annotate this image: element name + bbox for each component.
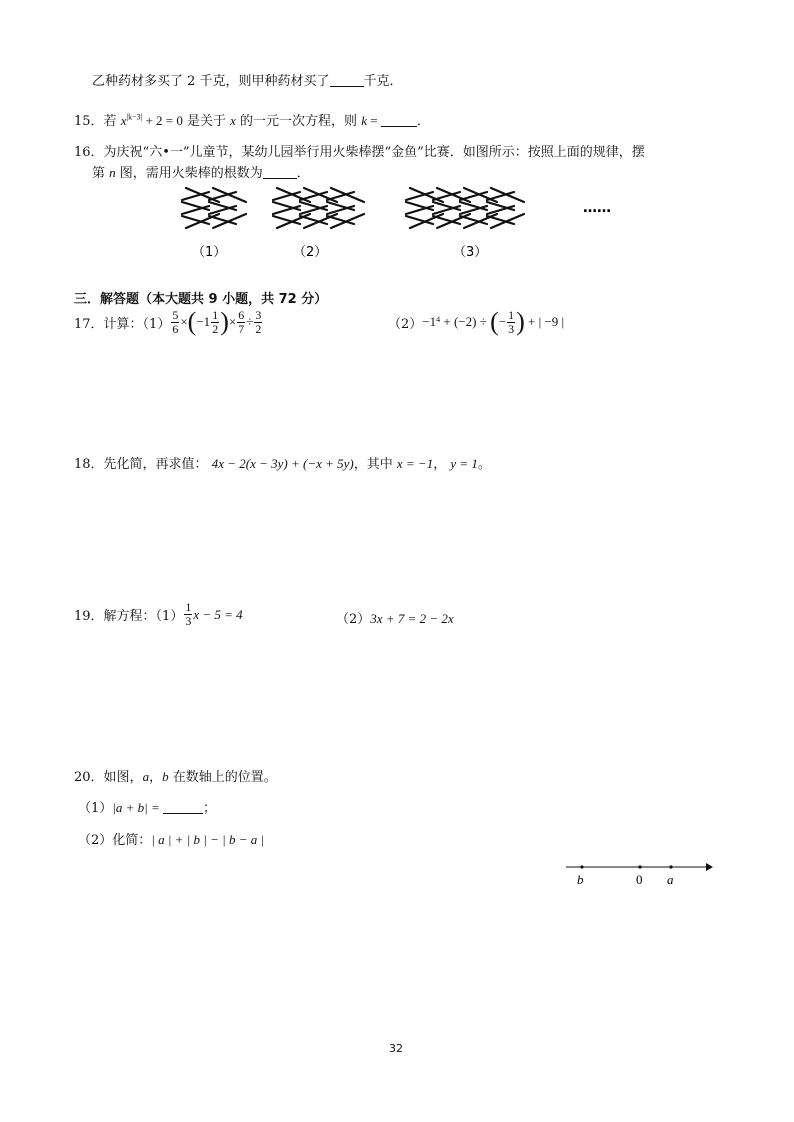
q18-expression: 4x − 2(x − 3y) + (−x + 5y) [211,456,354,471]
matchstick-fish-figure [170,182,630,264]
matchstick [437,188,470,202]
figure-ellipsis: …… [583,200,611,216]
q19-part2: （2）3x + 7 = 2 − 2x [336,611,454,627]
axis-arrow [706,863,713,871]
q14-answer-blank[interactable] [330,72,364,87]
matchstick [406,202,433,210]
q18-line: 18．先化简，再求值： 4x − 2(x − 3y) + (−x + 5y)，其中 x = −1， y = 1。 [74,456,491,472]
matchstick [437,214,470,228]
matchstick [273,202,300,210]
matchstick [464,188,497,202]
matchstick [491,188,524,202]
matchstick [186,214,219,228]
q16-line1: 16．为庆祝“六•一”儿童节，某幼儿园举行用火柴棒摆“金鱼”比赛．如图所示：按照上面的规律，摆 [74,145,645,160]
matchstick [327,202,354,210]
matchstick [300,202,327,210]
matchstick [209,206,236,214]
matchstick [487,202,514,210]
q16-line2: 第 n 图，需用火柴棒的根数为 ． [92,165,310,181]
matchstick [213,214,246,228]
figure-label-3: （3） [453,245,488,260]
q15-line: 15．若 $x^{|k-3|} + 2 = 0$ 是关于 x 的一元一次方程，则 k = ． [74,112,430,129]
matchstick [327,206,354,214]
matchstick [410,214,443,228]
figure-label-2: （2） [293,245,328,260]
point-a [669,865,672,868]
matchstick [460,202,487,210]
matchstick [491,214,524,228]
matchstick [186,188,219,202]
matchstick [331,214,364,228]
matchstick [277,188,310,202]
matchstick [487,206,514,214]
matchstick [213,188,246,202]
label-zero: 0 [636,872,643,887]
matchstick [277,214,310,228]
q20-line: 20．如图，a，b 在数轴上的位置。 [74,769,277,785]
fish-drawings [182,188,524,228]
q17-part2: （2） −1 4 + (−2) ÷ ( − $\frac{1}{3}$ ) + | −9 | [388,307,565,336]
matchstick [182,202,209,210]
matchstick [304,188,337,202]
matchstick [209,202,236,210]
matchstick [464,214,497,228]
page-number: 32 [389,1042,403,1055]
section-3-heading: 三．解答题（本大题共 9 小题，共 72 分） [74,292,328,307]
matchstick [300,206,327,214]
matchstick [273,206,300,214]
matchstick [460,206,487,214]
matchstick [433,206,460,214]
matchstick [406,206,433,214]
q19-part1: 19． 解方程：（1） $\frac{1}{3}$ x − 5 = 4 [74,600,243,628]
figure-label-1: （1） [192,245,227,260]
matchstick [410,188,443,202]
q14-line: 乙种药材多买了 2 千克，则甲种药材买了 千克． [92,74,403,89]
matchstick [304,214,337,228]
q16-answer-blank[interactable] [263,164,297,179]
q15-answer-blank[interactable] [381,112,417,127]
matchstick [433,202,460,210]
q20-answer-blank[interactable] [163,799,203,814]
matchstick [331,188,364,202]
q20-sub2: （2）化简：| a | + | b | − | b − a | [78,832,265,848]
number-line [560,855,720,889]
q17-part1: 17． 计算：（1） $\frac{5}{6}$ × ( −1 $\frac{1}{2}$ ) × $\frac{6}{7}$ ÷ $\frac{3}{2}$ [74,307,262,336]
matchstick [182,206,209,214]
q20-sub1: （1）|a + b| = ； [78,800,216,816]
point-zero [638,865,641,868]
label-b: b [577,872,584,887]
label-a: a [667,872,674,887]
point-b [580,865,583,868]
